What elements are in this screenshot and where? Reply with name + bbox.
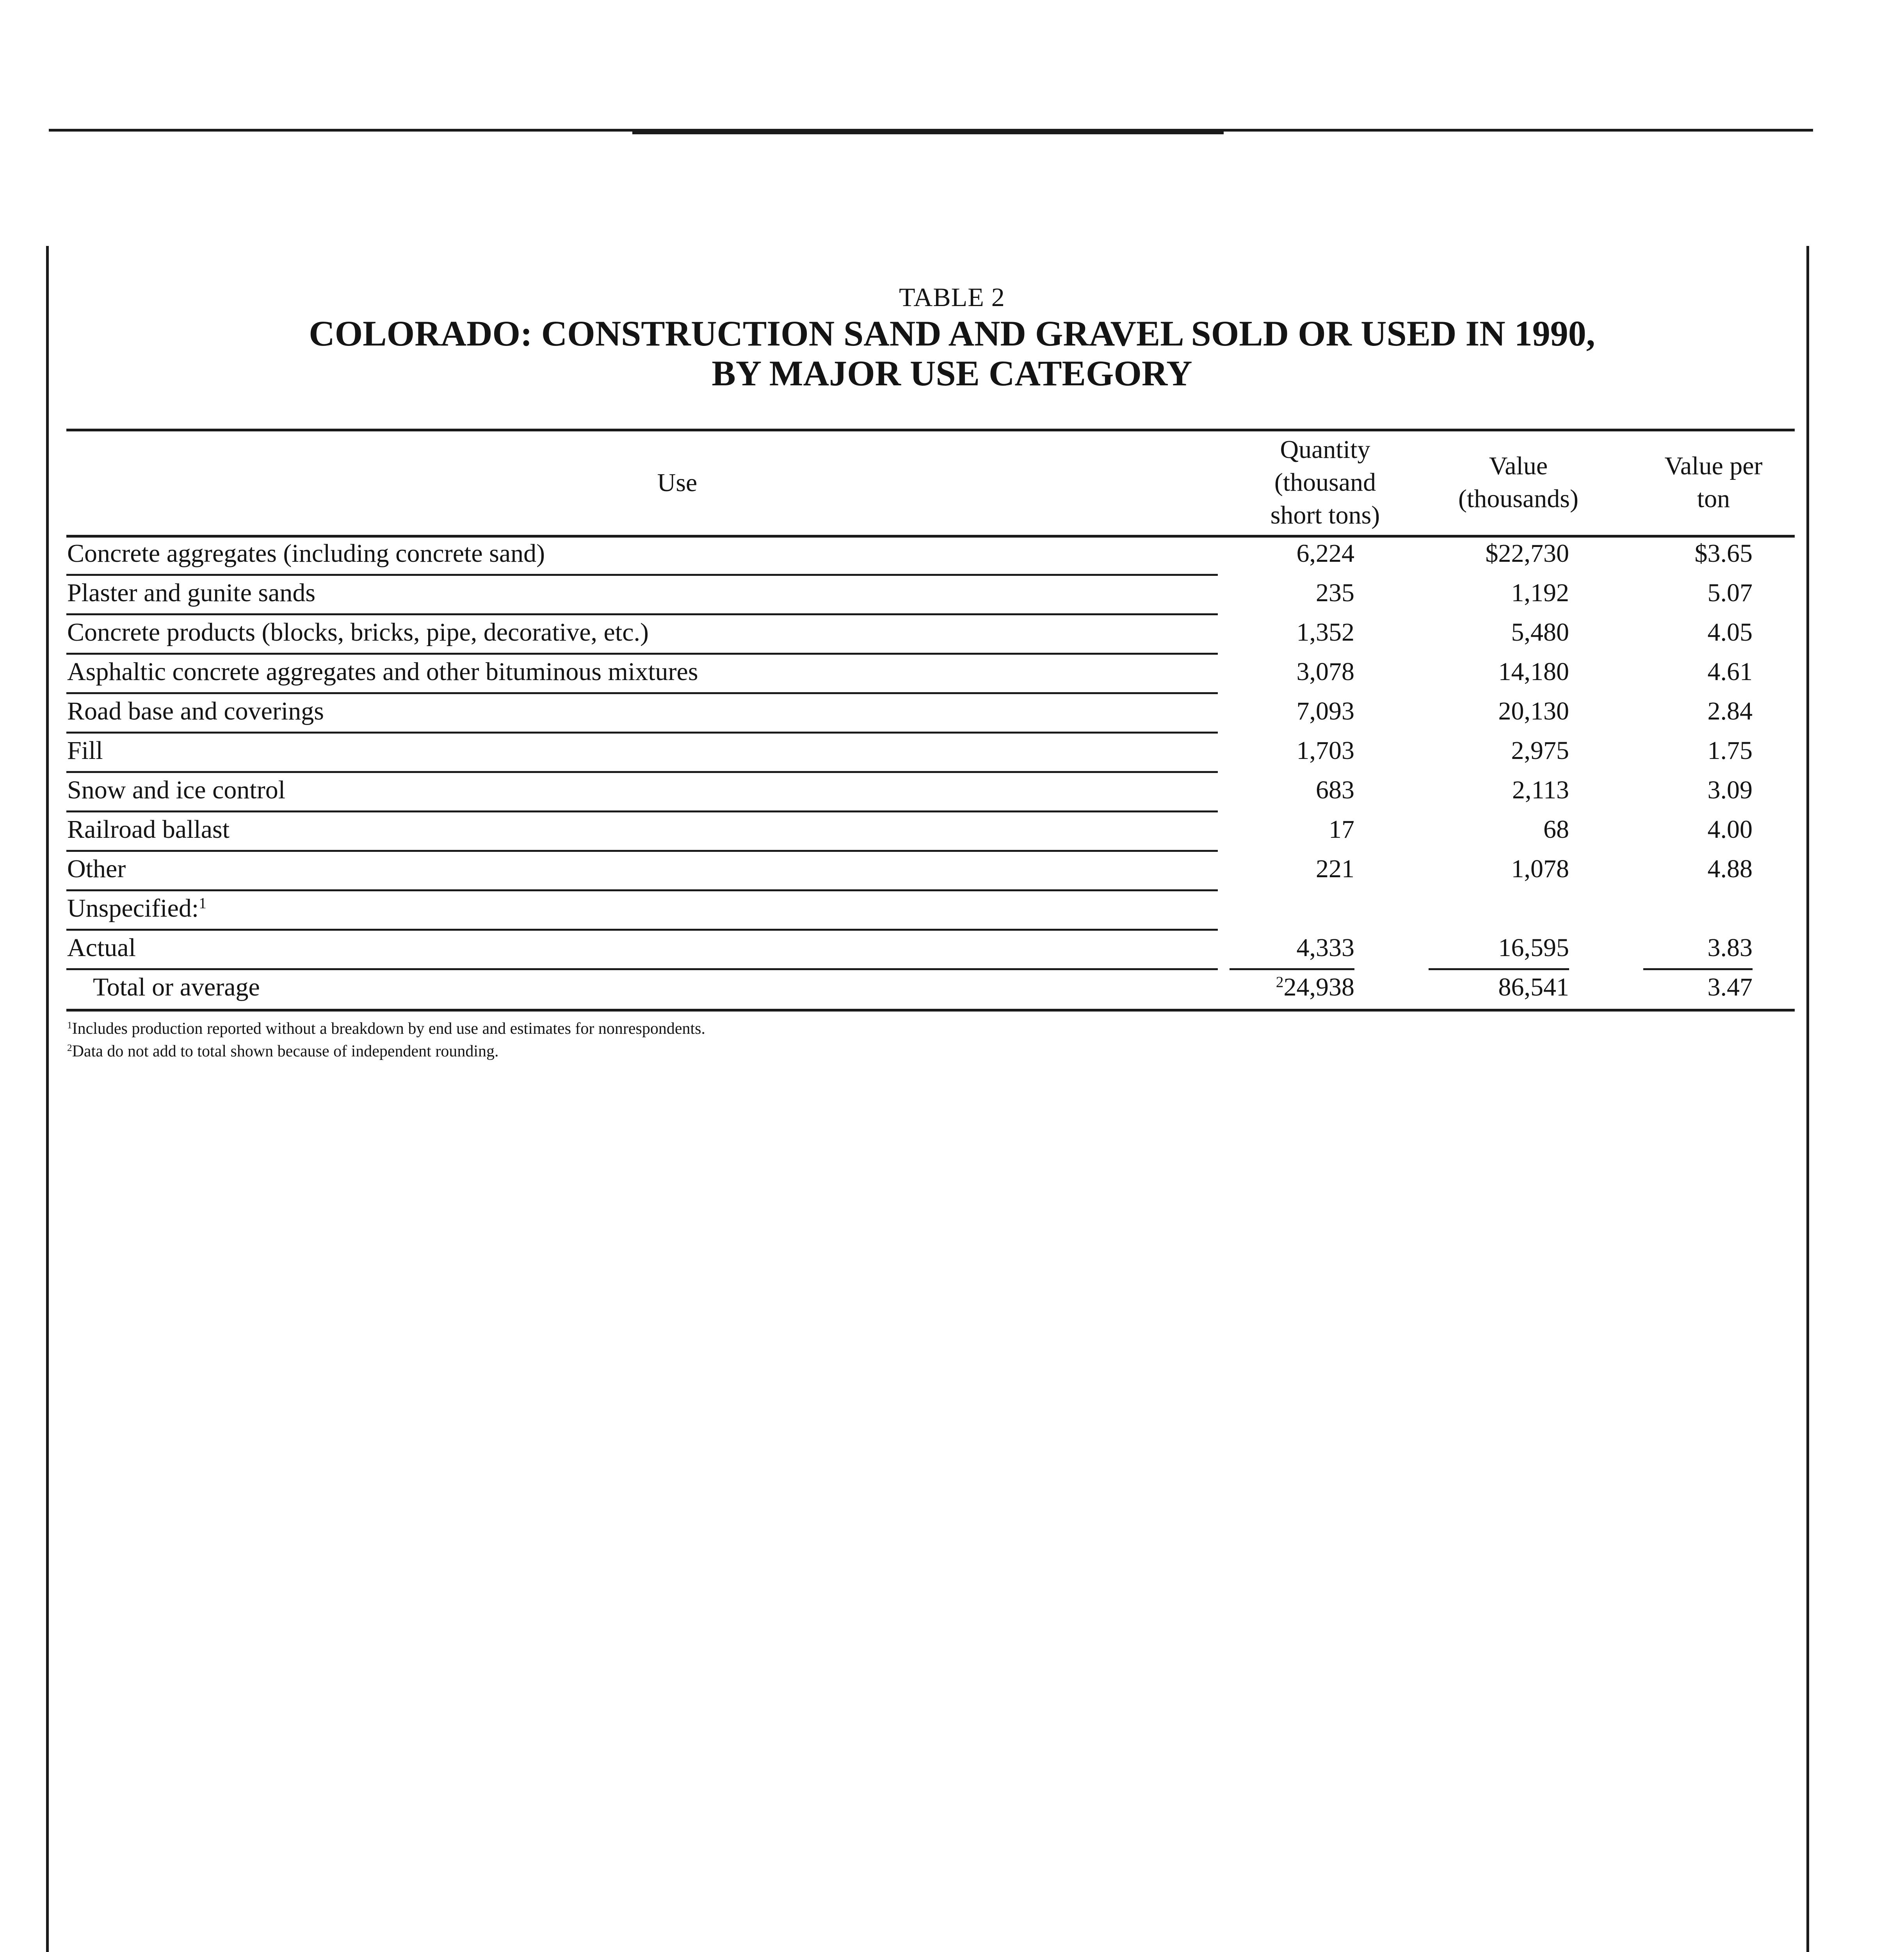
footnote-ref: 1 bbox=[199, 894, 207, 912]
row-value-per-ton: 4.88 bbox=[1707, 855, 1753, 883]
row-quantity: 6,224 bbox=[1296, 539, 1354, 568]
row-quantity: 3,078 bbox=[1296, 657, 1354, 686]
total-value: 86,541 bbox=[1498, 973, 1569, 1001]
row-use bbox=[67, 896, 206, 921]
header-bottom-rule bbox=[66, 535, 1795, 538]
top-rule-accent bbox=[632, 129, 1224, 134]
row-separator bbox=[66, 968, 1218, 970]
column-header-quantity-line: Quantity bbox=[1280, 435, 1370, 464]
row-separator bbox=[66, 889, 1218, 891]
left-margin-line bbox=[46, 246, 49, 1952]
row-separator bbox=[66, 613, 1218, 615]
row-use: Other bbox=[67, 855, 126, 883]
sum-rule-quantity bbox=[1230, 968, 1354, 970]
table-title-line-2: BY MAJOR USE CATEGORY bbox=[712, 353, 1192, 393]
row-quantity: 235 bbox=[1316, 579, 1354, 607]
row-use: Fill bbox=[67, 736, 103, 765]
footnote-text: Data do not add to total shown because of independent rounding. bbox=[72, 1042, 499, 1060]
column-header-quantity-line: (thousand bbox=[1274, 468, 1376, 497]
row-value-per-ton: 3.83 bbox=[1707, 933, 1753, 962]
row-separator bbox=[66, 810, 1218, 812]
row-value-per-ton: 4.05 bbox=[1707, 618, 1753, 647]
row-separator bbox=[66, 574, 1218, 576]
row-value: 68 bbox=[1543, 815, 1569, 844]
column-header-value-line: Value bbox=[1489, 452, 1548, 480]
row-separator bbox=[66, 692, 1218, 694]
row-separator bbox=[66, 771, 1218, 773]
row-use: Railroad ballast bbox=[67, 815, 230, 844]
row-value-per-ton: 3.09 bbox=[1707, 776, 1753, 804]
total-use: Total or average bbox=[93, 973, 260, 1001]
row-use: Asphaltic concrete aggregates and other bituminous mixtures bbox=[67, 657, 698, 686]
footnote-mark: 2 bbox=[67, 1043, 72, 1054]
footnote-ref: 2 bbox=[1276, 973, 1284, 991]
sum-rule-value bbox=[1429, 968, 1569, 970]
row-value-per-ton: 4.00 bbox=[1707, 815, 1753, 844]
table-bottom-rule bbox=[66, 1009, 1795, 1012]
row-value: 1,078 bbox=[1511, 855, 1569, 883]
row-quantity: 17 bbox=[1329, 815, 1354, 844]
column-header-quantity-line: short tons) bbox=[1270, 501, 1380, 529]
footnote-mark: 1 bbox=[67, 1020, 72, 1031]
row-value: 20,130 bbox=[1498, 697, 1569, 725]
row-use: Road base and coverings bbox=[67, 697, 324, 725]
column-header-value bbox=[1436, 450, 1600, 515]
row-value-per-ton: 2.84 bbox=[1707, 697, 1753, 725]
total-quantity-value: 24,938 bbox=[1283, 973, 1354, 1001]
row-use: Plaster and gunite sands bbox=[67, 579, 316, 607]
table-title-line-1: COLORADO: CONSTRUCTION SAND AND GRAVEL SOLD OR USED IN 1990, bbox=[309, 313, 1595, 353]
column-header-use: Use bbox=[657, 468, 698, 497]
row-value: $22,730 bbox=[1485, 539, 1569, 568]
footnote bbox=[67, 1021, 705, 1037]
row-quantity: 683 bbox=[1316, 776, 1354, 804]
row-quantity: 7,093 bbox=[1296, 697, 1354, 725]
right-margin-line bbox=[1806, 246, 1809, 1952]
column-header-value-line: (thousands) bbox=[1458, 484, 1578, 513]
row-value: 16,595 bbox=[1498, 933, 1569, 962]
row-quantity: 1,703 bbox=[1296, 736, 1354, 765]
row-use: Actual bbox=[67, 933, 136, 962]
table-top-rule bbox=[66, 429, 1795, 431]
column-header-value-per-ton bbox=[1635, 450, 1792, 515]
row-value-per-ton: 4.61 bbox=[1707, 657, 1753, 686]
row-use: Snow and ice control bbox=[67, 776, 286, 804]
row-value: 2,975 bbox=[1511, 736, 1569, 765]
row-value-per-ton: $3.65 bbox=[1694, 539, 1753, 568]
row-value: 1,192 bbox=[1511, 579, 1569, 607]
row-separator bbox=[66, 732, 1218, 734]
row-quantity: 221 bbox=[1316, 855, 1354, 883]
row-value: 5,480 bbox=[1511, 618, 1569, 647]
sum-rule-value-per-ton bbox=[1643, 968, 1753, 970]
row-separator bbox=[66, 850, 1218, 852]
row-value: 14,180 bbox=[1498, 657, 1569, 686]
total-quantity bbox=[1210, 974, 1354, 1000]
row-use-text: Unspecified: bbox=[67, 894, 199, 923]
row-separator bbox=[66, 929, 1218, 931]
row-use: Concrete products (blocks, bricks, pipe, decorative, etc.) bbox=[67, 618, 649, 647]
column-header-quantity bbox=[1261, 433, 1390, 532]
row-value: 2,113 bbox=[1512, 776, 1569, 804]
row-separator bbox=[66, 653, 1218, 655]
total-value-per-ton: 3.47 bbox=[1707, 973, 1753, 1001]
row-value-per-ton: 1.75 bbox=[1707, 736, 1753, 765]
row-quantity: 4,333 bbox=[1296, 933, 1354, 962]
column-header-value-per-ton-line: Value per bbox=[1664, 452, 1763, 480]
row-use: Concrete aggregates (including concrete sand) bbox=[67, 539, 545, 568]
row-quantity: 1,352 bbox=[1296, 618, 1354, 647]
footnote-text: Includes production reported without a breakdown by end use and estimates for nonrespondents. bbox=[72, 1020, 706, 1038]
footnote bbox=[67, 1043, 499, 1060]
row-value-per-ton: 5.07 bbox=[1707, 579, 1753, 607]
column-header-value-per-ton-line: ton bbox=[1697, 484, 1730, 513]
table-number: TABLE 2 bbox=[899, 282, 1005, 312]
